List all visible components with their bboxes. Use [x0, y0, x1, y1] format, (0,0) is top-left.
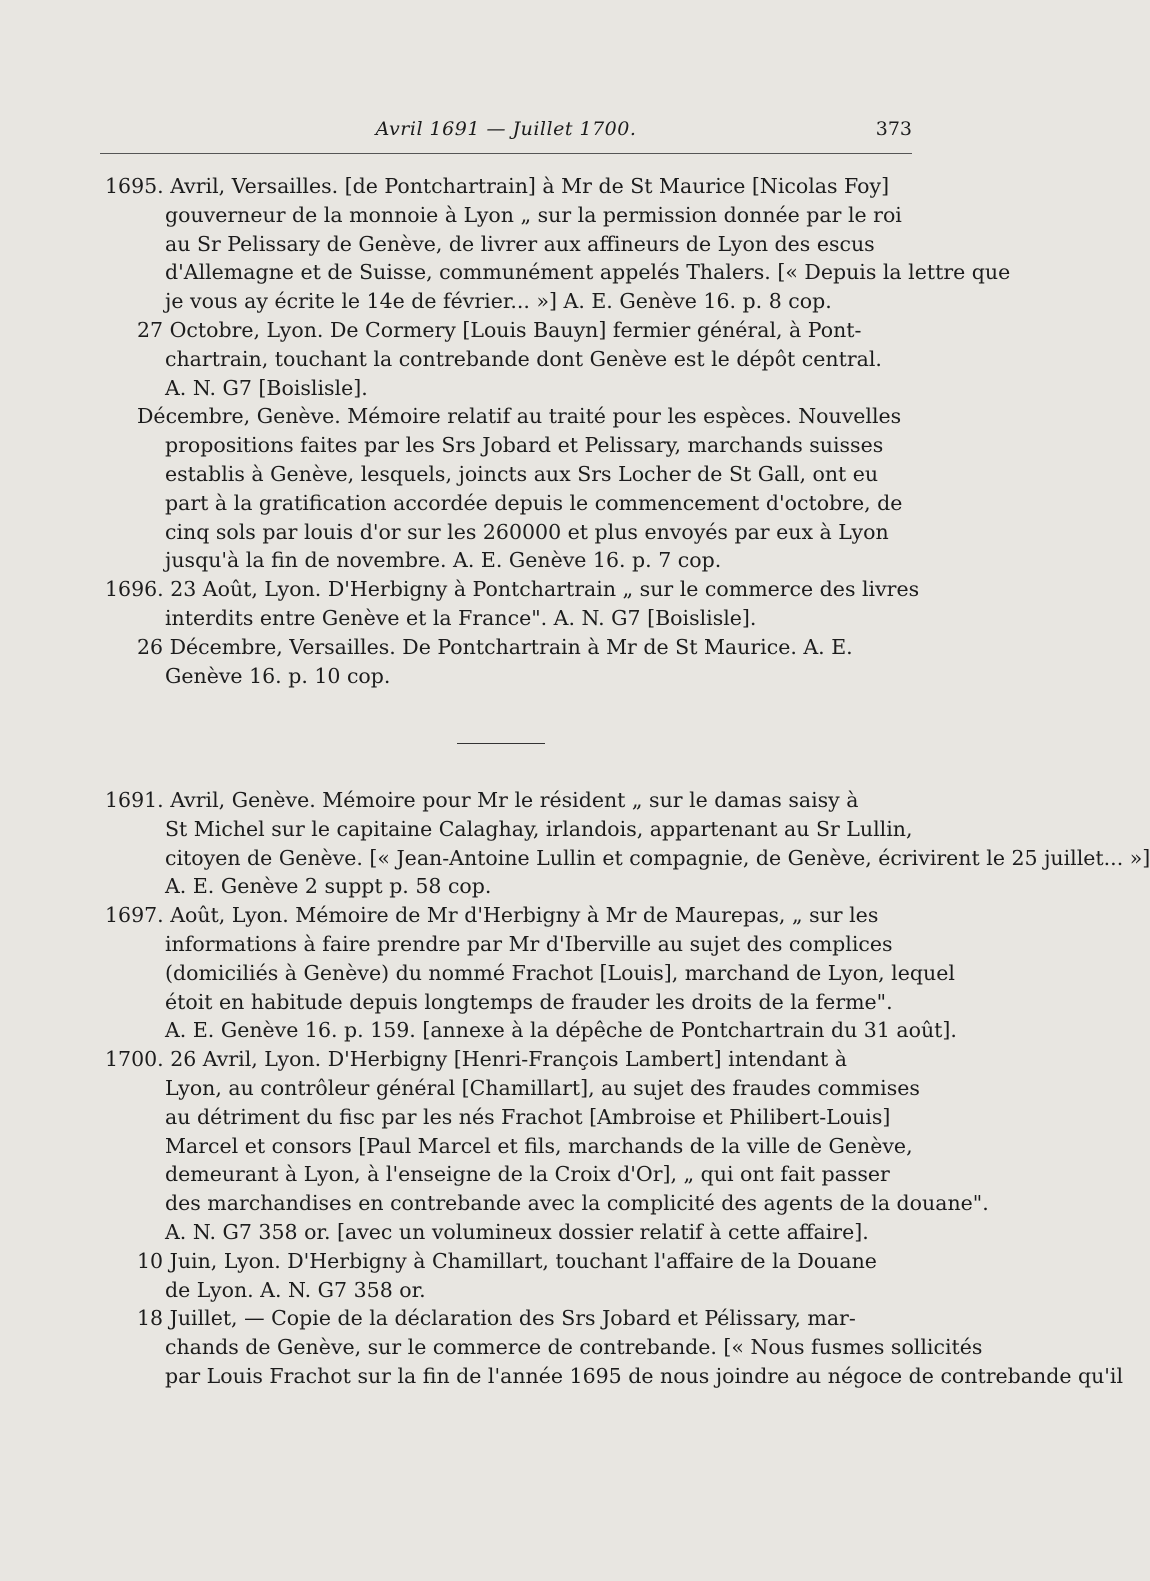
text-line: St Michel sur le capitaine Calaghay, irlandois, appartenant au Sr Lullin, — [165, 816, 913, 841]
text-line: 26 Décembre, Versailles. De Pontchartrain à Mr de St Maurice. A. E. — [137, 634, 853, 659]
text-line: de Lyon. A. N. G7 358 or. — [165, 1277, 426, 1302]
text-line: 1695. Avril, Versailles. [de Pontchartrain] à Mr de St Maurice [Nicolas Foy] — [105, 174, 890, 198]
text-line: 18 Juillet, — Copie de la déclaration des Srs Jobard et Pélissary, mar- — [137, 1306, 856, 1331]
text-line: 1691. Avril, Genève. Mémoire pour Mr le résident „ sur le damas saisy à — [105, 788, 859, 812]
text-line: je vous ay écrite le 14e de février... »] A. E. Genève 16. p. 8 cop. — [165, 289, 832, 314]
text-line: propositions faites par les Srs Jobard et Pelissary, marchands suisses — [165, 433, 884, 458]
text-line: étoit en habitude depuis longtemps de frauder les droits de la ferme". — [165, 989, 893, 1014]
text-line: A. E. Genève 2 suppt p. 58 cop. — [165, 874, 492, 899]
running-title: Avril 1691 — Juillet 1700. — [375, 118, 637, 140]
text-line: A. N. G7 [Boislisle]. — [165, 375, 368, 400]
text-line: Lyon, au contrôleur général [Chamillart], au sujet des fraudes commises — [165, 1075, 920, 1100]
text-line: informations à faire prendre par Mr d'Iberville au sujet des complices — [165, 931, 893, 956]
text-line: cinq sols par louis d'or sur les 260000 et plus envoyés par eux à Lyon — [165, 519, 889, 544]
text-line: 1697. Août, Lyon. Mémoire de Mr d'Herbigny à Mr de Maurepas, „ sur les — [105, 903, 879, 928]
text-line: chands de Genève, sur le commerce de contrebande. [« Nous fusmes sollicités — [165, 1335, 983, 1360]
text-line: Genève 16. p. 10 cop. — [165, 663, 391, 688]
text-line: establis à Genève, lesquels, joincts aux Srs Locher de St Gall, ont eu — [165, 461, 879, 486]
header-rule — [100, 153, 912, 154]
text-line: jusqu'à la fin de novembre. A. E. Genève 16. p. 7 cop. — [165, 548, 722, 573]
page-number: 373 — [875, 118, 912, 140]
text-line: chartrain, touchant la contrebande dont Genève est le dépôt central. — [165, 346, 882, 371]
text-line: citoyen de Genève. [« Jean-Antoine Lullin et compagnie, de Genève, écrivirent le 25 juillet... »] — [165, 845, 1150, 870]
text-line: des marchandises en contrebande avec la complicité des agents de la douane". — [165, 1191, 989, 1216]
running-header — [100, 118, 912, 148]
text-line: interdits entre Genève et la France". A. N. G7 [Boislisle]. — [165, 605, 757, 630]
text-line: au détriment du fisc par les nés Frachot [Ambroise et Philibert-Louis] — [165, 1104, 891, 1129]
text-line: Décembre, Genève. Mémoire relatif au traité pour les espèces. Nouvelles — [137, 404, 902, 429]
text-line: A. E. Genève 16. p. 159. [annexe à la dépêche de Pontchartrain du 31 août]. — [165, 1018, 957, 1043]
text-line: 10 Juin, Lyon. D'Herbigny à Chamillart, touchant l'affaire de la Douane — [137, 1248, 877, 1273]
text-line: (domiciliés à Genève) du nommé Frachot [Louis], marchand de Lyon, lequel — [165, 960, 955, 985]
text-line: 1696. 23 Août, Lyon. D'Herbigny à Pontchartrain „ sur le commerce des livres — [105, 577, 920, 602]
text-line: demeurant à Lyon, à l'enseigne de la Croix d'Or], „ qui ont fait passer — [165, 1162, 890, 1187]
text-line: gouverneur de la monnoie à Lyon „ sur la permission donnée par le roi — [165, 202, 902, 227]
text-line: 1700. 26 Avril, Lyon. D'Herbigny [Henri-François Lambert] intendant à — [105, 1047, 847, 1072]
text-line: d'Allemagne et de Suisse, communément appelés Thalers. [« Depuis la lettre que — [165, 260, 1011, 285]
text-line: Marcel et consors [Paul Marcel et fils, marchands de la ville de Genève, — [165, 1133, 913, 1158]
text-line: 27 Octobre, Lyon. De Cormery [Louis Bauyn] fermier général, à Pont- — [137, 317, 862, 342]
text-line: A. N. G7 358 or. [avec un volumineux dossier relatif à cette affaire]. — [165, 1219, 869, 1244]
text-block-1691-1700 — [105, 786, 1150, 1391]
text-line: au Sr Pelissary de Genève, de livrer aux affineurs de Lyon des escus — [165, 231, 875, 256]
text-line: par Louis Frachot sur la fin de l'année 1695 de nous joindre au négoce de contrebande qu'il — [165, 1363, 1124, 1388]
section-divider — [457, 743, 545, 744]
text-block-1695-1696 — [105, 172, 1011, 690]
text-line: part à la gratification accordée depuis le commencement d'octobre, de — [165, 490, 903, 515]
